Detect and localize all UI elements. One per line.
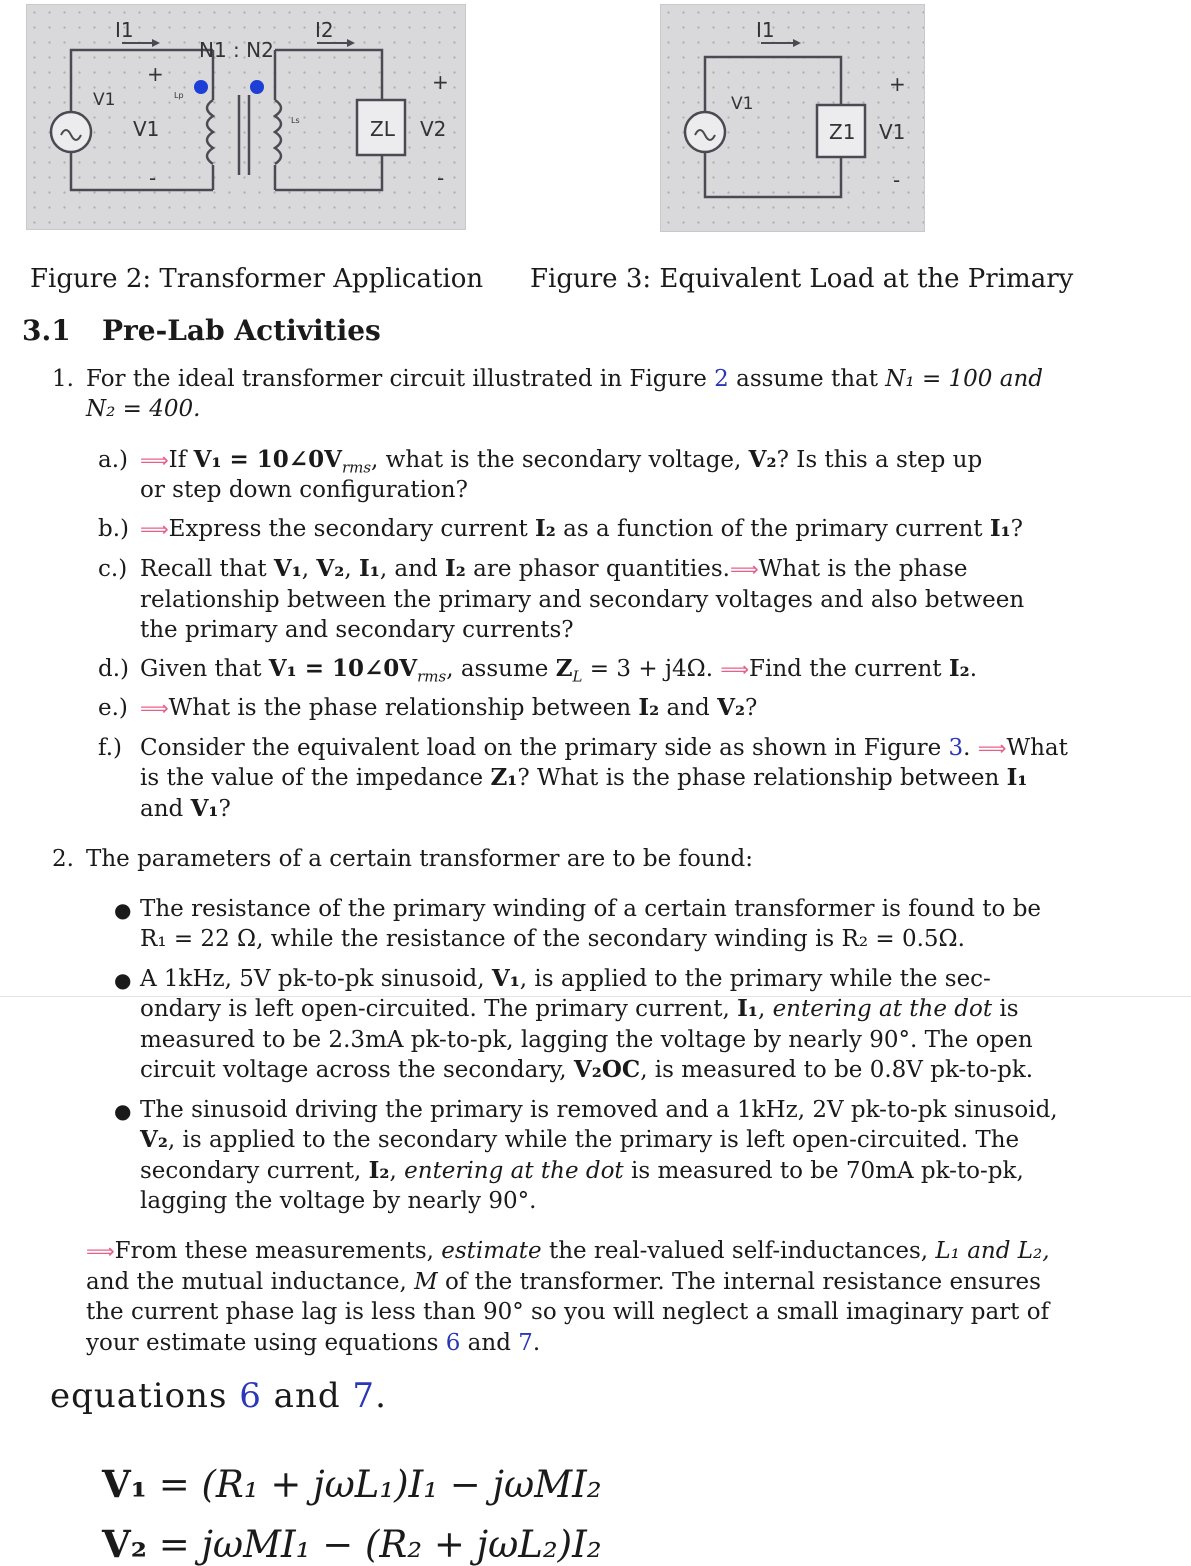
label-i2: I2 [315,18,334,42]
q1-line1: For the ideal transformer circuit illustrated in Figure 2 assume that N₁ = 100 and [86,366,1043,392]
equations-heading: equations 6 and 7. [50,1376,387,1416]
item-c-line2: relationship between the primary and secondary voltages and also between [140,587,1025,613]
label-ls: Ls [291,116,300,125]
equivalent-load-diagram [661,5,924,231]
item-f-label: f.) [98,735,122,761]
item-d-line1: Given that $V_1 = 10\angle 0V_{rms}$, assume $Z_L = 3 + j4\Omega$. ⟹Find the current I₂. [140,655,978,686]
para-line2: and the mutual inductance, M of the transformer. The internal resistance ensures [86,1269,1041,1295]
equation-7-link[interactable]: 7 [518,1330,533,1356]
bullet2-line3: measured to be 2.3mA pk-to-pk, lagging the voltage by nearly 90°. The open [140,1027,1033,1053]
equation-7-link[interactable]: 7 [352,1376,376,1416]
label-v1-left: V1 [93,90,116,110]
equation-6-link[interactable]: 6 [239,1376,262,1416]
current-arrow [793,39,801,47]
figure-2-caption: Figure 2: Transformer Application [30,264,484,294]
item-d-label: d.) [98,656,130,682]
item-f-line1: Consider the equivalent load on the primary side as shown in Figure 3. ⟹What [140,735,1068,761]
q1-number: 1. [52,366,74,392]
item-c-line3: the primary and secondary currents? [140,617,574,643]
para-line4: your estimate using equations 6 and 7. [86,1330,541,1356]
bullet3-line4: lagging the voltage by nearly 90°. [140,1188,537,1214]
bullet3-line1: The sinusoid driving the primary is removed and a 1kHz, 2V pk-to-pk sinusoid, [140,1097,1058,1123]
label-v2: V2 [420,117,447,141]
label-v1: V1 [879,120,906,144]
label-zl: ZL [370,117,395,141]
bullet-icon: ● [114,898,132,922]
double-right-arrow-icon: ⟹ [140,696,169,720]
bullet2-line2: ondary is left open-circuited. The primary current, I₁, entering at the dot is [140,995,1019,1022]
label-ratio: N1 : N2 [199,38,274,62]
item-c-label: c.) [98,556,128,582]
bullet-icon: ● [114,968,132,992]
q1-line2: N₂ = 400. [86,396,201,422]
item-a-line1: ⟹If $V_1 = 10\angle 0V_{rms}$, what is the secondary voltage, V₂? Is this a step up [140,446,983,477]
item-c-line1: Recall that V₁, V₂, I₁, and I₂ are phasor quantities.⟹What is the phase [140,555,968,582]
item-e-line1: ⟹What is the phase relationship between I₂ and V₂? [140,694,758,721]
ac-source [51,112,91,152]
para-line3: the current phase lag is less than 90° so you will neglect a small imaginary part of [86,1299,1050,1325]
item-f-line2: is the value of the impedance Z₁? What is the phase relationship between I₁ [140,764,1028,791]
label-i1: I1 [756,18,775,42]
double-right-arrow-icon: ⟹ [86,1239,115,1263]
item-b-line1: ⟹Express the secondary current I₂ as a function of the primary current I₁? [140,515,1024,542]
polarity-dot [194,80,208,94]
bullet3-line2: V₂, is applied to the secondary while the primary is left open-circuited. The [140,1126,1020,1153]
ac-source [685,112,725,152]
bullet2-line1: A 1kHz, 5V pk-to-pk sinusoid, V₁, is applied to the primary while the sec- [140,965,991,992]
item-a-line2: or step down configuration? [140,477,468,503]
current-arrow [152,39,160,47]
label-plus2: + [432,70,449,94]
equation-1: V₁ = (R₁ + jωL₁)I₁ − jωMI₂ [102,1462,602,1506]
label-v1: V1 [133,117,160,141]
bullet-icon: ● [114,1099,132,1123]
bullet1-line1: The resistance of the primary winding of a certain transformer is found to be [140,896,1042,922]
label-lp: Lp [174,91,184,100]
item-f-line3: and V₁? [140,795,231,822]
double-right-arrow-icon: ⟹ [140,517,169,541]
label-plus: + [889,72,906,96]
equation-6-link[interactable]: 6 [445,1330,461,1356]
primary-coil [207,100,213,164]
bullet3-line3: secondary current, I₂, entering at the dot is measured to be 70mA pk-to-pk, [140,1157,1024,1184]
polarity-dot [250,80,264,94]
figure-2-circuit [26,4,466,230]
figure-3-link[interactable]: 3 [948,735,964,761]
label-i1: I1 [115,18,134,42]
item-e-label: e.) [98,695,128,721]
transformer-circuit-diagram [27,5,465,229]
q2-number: 2. [52,846,74,872]
label-plus1: + [147,62,164,86]
wire [71,150,213,190]
item-b-label: b.) [98,516,130,542]
double-right-arrow-icon: ⟹ [977,736,1007,760]
bullet2-line4: circuit voltage across the secondary, V₂OC, is measured to be 0.8V pk-to-pk. [140,1056,1034,1083]
double-right-arrow-icon: ⟹ [720,657,750,681]
bullet1-line2: R₁ = 22 Ω, while the resistance of the secondary winding is R₂ = 0.5Ω. [140,926,965,952]
double-right-arrow-icon: ⟹ [729,557,759,581]
para-line1: ⟹From these measurements, estimate the real-valued self-inductances, L₁ and L₂, [86,1238,1050,1264]
current-arrow [347,39,355,47]
q2-intro: The parameters of a certain transformer are to be found: [86,846,753,872]
label-minus2: - [437,166,445,190]
label-minus: - [893,168,901,192]
figure-2-link[interactable]: 2 [714,366,729,392]
section-number: 3.1 [22,314,71,347]
secondary-coil [275,100,281,164]
figure-3-circuit [660,4,925,232]
figure-3-caption: Figure 3: Equivalent Load at the Primary [530,264,1074,294]
label-minus1: - [149,166,157,190]
section-title: Pre-Lab Activities [102,314,381,347]
label-v1-left: V1 [731,94,754,114]
label-z1: Z1 [829,120,856,144]
equation-2: V₂ = jωMI₁ − (R₂ + jωL₂)I₂ [102,1522,602,1566]
item-a-label: a.) [98,447,128,473]
double-right-arrow-icon: ⟹ [140,448,169,472]
